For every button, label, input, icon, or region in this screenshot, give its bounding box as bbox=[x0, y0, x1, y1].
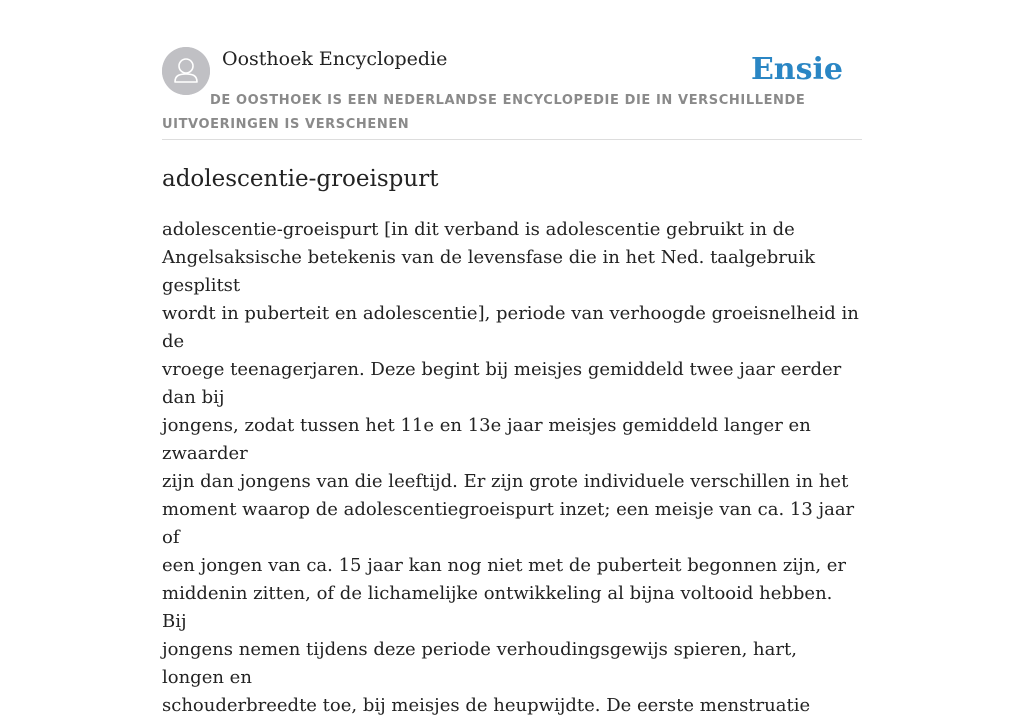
ensie-logo[interactable]: Ensie bbox=[750, 52, 843, 87]
source-header bbox=[162, 47, 862, 140]
article-line: Angelsaksische betekenis van de levensfase die in het Ned. taalgebruik gesplitst bbox=[162, 247, 816, 296]
article-line: moment waarop de adolescentiegroeispurt inzet; een meisje van ca. 13 jaar of bbox=[162, 499, 855, 548]
source-name-link[interactable]: Oosthoek Encyclopedie bbox=[222, 48, 448, 70]
article-line: adolescentie-groeispurt [in dit verband is adolescentie gebruikt in de bbox=[162, 219, 795, 240]
article-line: middenin zitten, of de lichamelijke ontwikkeling al bijna voltooid hebben. Bij bbox=[162, 583, 833, 632]
article-line: jongens, zodat tussen het 11e en 13e jaar meisjes gemiddeld langer en zwaarder bbox=[162, 415, 811, 464]
header-divider bbox=[162, 139, 862, 140]
source-description: DE OOSTHOEK IS EEN NEDERLANDSE ENCYCLOPEDIE DIE IN VERSCHILLENDE UITVOERINGEN IS VERSCHENEN bbox=[162, 93, 806, 132]
article-body bbox=[162, 216, 862, 720]
article-line: jongens nemen tijdens deze periode verhoudingsgewijs spieren, hart, longen en bbox=[162, 639, 797, 688]
article-line: wordt in puberteit en adolescentie], periode van verhoogde groeisnelheid in de bbox=[162, 303, 859, 352]
article-line: een jongen van ca. 15 jaar kan nog niet met de puberteit begonnen zijn, er bbox=[162, 555, 847, 576]
article-line: schouderbreedte toe, bij meisjes de heupwijdte. De eerste menstruatie bbox=[162, 695, 811, 716]
avatar-silhouette bbox=[162, 47, 210, 95]
article-line: vroege teenagerjaren. Deze begint bij meisjes gemiddeld twee jaar eerder dan bij bbox=[162, 359, 842, 408]
article-title: adolescentie-groeispurt bbox=[162, 166, 439, 192]
user-avatar-icon[interactable] bbox=[162, 47, 210, 95]
article-line: zijn dan jongens van die leeftijd. Er zijn grote individuele verschillen in het bbox=[162, 471, 849, 492]
